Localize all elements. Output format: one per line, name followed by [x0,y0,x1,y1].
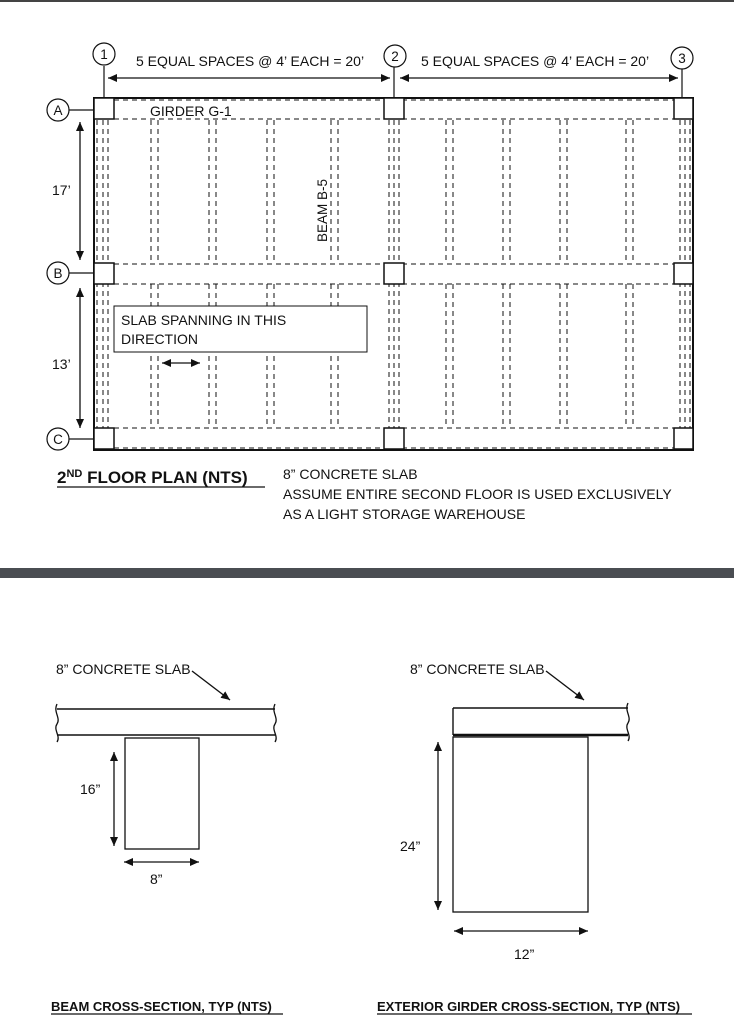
slab-note-line2: DIRECTION [121,331,198,347]
floor-plan [47,43,693,522]
span-label-left: 5 EQUAL SPACES @ 4’ EACH = 20’ [136,53,365,69]
grid-col-1: 1 [100,47,108,62]
slab-note-line1: SLAB SPANNING IN THIS [121,312,287,328]
plan-note-line2: ASSUME ENTIRE SECOND FLOOR IS USED EXCLUSIVELY [283,486,672,502]
beam-height-label: 16” [80,781,101,797]
girder-cross-section [377,661,692,1014]
plan-note-line3: AS A LIGHT STORAGE WAREHOUSE [283,506,526,522]
grid-bubbles-rows [47,99,94,450]
girder-width-label: 12” [514,946,535,962]
plan-title: 2ND FLOOR PLAN (NTS) [57,468,248,487]
girder-section-title: EXTERIOR GIRDER CROSS-SECTION, TYP (NTS) [377,999,681,1014]
beam-slab-leader [192,671,230,700]
span-label-right: 5 EQUAL SPACES @ 4’ EACH = 20’ [421,53,650,69]
beam-width-label: 8” [150,871,163,887]
grid-row-a: A [53,103,63,118]
grid-row-c: C [53,432,63,447]
beam-section-title: BEAM CROSS-SECTION, TYP (NTS) [51,999,272,1014]
beam-label: BEAM B-5 [315,178,330,242]
grid-col-3: 3 [678,51,686,66]
dim-bc-label: 13’ [52,356,71,372]
grid-row-b: B [53,266,63,281]
grid-col-2: 2 [391,49,399,64]
grid-bubbles-columns [93,43,693,98]
beam-cross-section [51,661,283,1014]
girder-label: GIRDER G-1 [150,103,232,119]
beam-web [125,738,199,849]
girder-web [453,737,588,912]
dim-ab-label: 17’ [52,182,71,198]
beam-slab-label: 8” CONCRETE SLAB [56,661,191,677]
plan-note-line1: 8” CONCRETE SLAB [283,466,418,482]
girder-slab-leader [546,671,584,700]
girder-slab-label: 8” CONCRETE SLAB [410,661,545,677]
section-divider [0,568,734,578]
girder-height-label: 24” [400,838,421,854]
